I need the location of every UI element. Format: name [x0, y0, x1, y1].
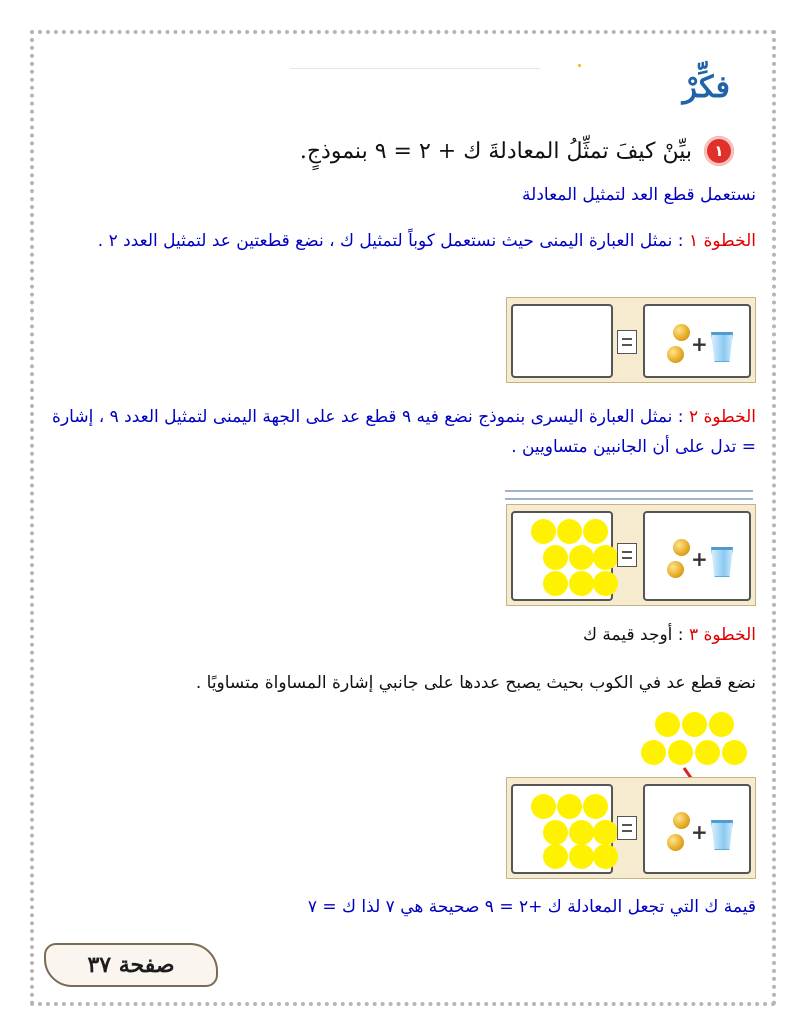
- yellow-circle: [682, 712, 707, 737]
- plus-sign: +: [691, 332, 708, 356]
- yellow-circle: [543, 571, 568, 596]
- model-1-left-box: [511, 304, 613, 378]
- yellow-circle: [593, 820, 618, 845]
- step1-paragraph: [38, 226, 756, 256]
- intro-text: نستعمل قطع العد لتمثيل المعادلة: [522, 185, 756, 205]
- top-dot: [578, 64, 581, 67]
- model-1-right-box: [643, 304, 751, 378]
- cup-icon: [711, 820, 733, 850]
- yellow-circle: [569, 571, 594, 596]
- yellow-circle: [569, 844, 594, 869]
- yellow-circle: [531, 519, 556, 544]
- page-number-label: صفحة ٣٧: [87, 952, 175, 978]
- yellow-circle: [593, 545, 618, 570]
- model-2: [506, 504, 756, 606]
- model-1: [506, 297, 756, 383]
- question-text: بيِّنْ كيفَ تمثِّلُ المعادلةَ ك + ٢ = ٩ بنموذجٍ.: [299, 138, 692, 164]
- double-divider: [505, 490, 753, 500]
- top-divider: [290, 68, 540, 69]
- yellow-circle: [655, 712, 680, 737]
- plus-sign: +: [691, 547, 708, 571]
- yellow-circle: [543, 820, 568, 845]
- step1-label: الخطوة ١: [688, 231, 756, 251]
- yellow-circle: [641, 740, 666, 765]
- cup-icon: [711, 547, 733, 577]
- model-2-right-box: [643, 511, 751, 601]
- counter: [667, 346, 684, 363]
- yellow-circle: [593, 571, 618, 596]
- model-3-right-box: [643, 784, 751, 874]
- step2-text: : نمثل العبارة اليسرى بنموذج نضع فيه ٩ قطع عد على الجهة اليمنى لتمثيل العدد ٩ ، إشارة = تدل على أن الجانبين متساويين .: [52, 407, 756, 457]
- counter: [673, 324, 690, 341]
- yellow-circle: [543, 844, 568, 869]
- question-line: [300, 136, 734, 166]
- counter: [673, 539, 690, 556]
- page-number-box: [44, 943, 218, 987]
- model-3-left-box: [511, 784, 613, 874]
- yellow-circle: [583, 794, 608, 819]
- equals-sign: [617, 816, 637, 840]
- yellow-circle: [593, 844, 618, 869]
- counter: [673, 812, 690, 829]
- model-3: [506, 777, 756, 879]
- yellow-circle: [569, 820, 594, 845]
- model-2-left-box: [511, 511, 613, 601]
- step3-text: : أوجد قيمة ك: [583, 625, 689, 645]
- yellow-circle: [583, 519, 608, 544]
- plus-sign: +: [691, 820, 708, 844]
- step3-label: الخطوة ٣: [688, 625, 756, 645]
- step3-paragraph: [38, 620, 756, 650]
- yellow-circle: [557, 794, 582, 819]
- question-number-badge: ١: [704, 136, 734, 166]
- yellow-circle: [709, 712, 734, 737]
- equals-sign: [617, 543, 637, 567]
- think-heading: فكِّرْ: [682, 70, 730, 105]
- yellow-circle: [557, 519, 582, 544]
- conclusion-text: قيمة ك التي تجعل المعادلة ك +٢ = ٩ صحيحة هي ٧ لذا ك = ٧: [307, 897, 756, 917]
- counter: [667, 561, 684, 578]
- yellow-circle: [531, 794, 556, 819]
- cup-icon: [711, 332, 733, 362]
- yellow-circle: [569, 545, 594, 570]
- step1-text: : نمثل العبارة اليمنى حيث نستعمل كوباً لتمثيل ك ، نضع قطعتين عد لتمثيل العدد ٢ .: [97, 231, 689, 251]
- step2-label: الخطوة ٢: [688, 407, 756, 427]
- counter: [667, 834, 684, 851]
- equals-sign: [617, 330, 637, 354]
- yellow-circle: [543, 545, 568, 570]
- step2-paragraph: [38, 402, 756, 462]
- step3-detail: نضع قطع عد في الكوب بحيث يصبح عددها على جانبي إشارة المساواة متساويًا .: [195, 673, 756, 693]
